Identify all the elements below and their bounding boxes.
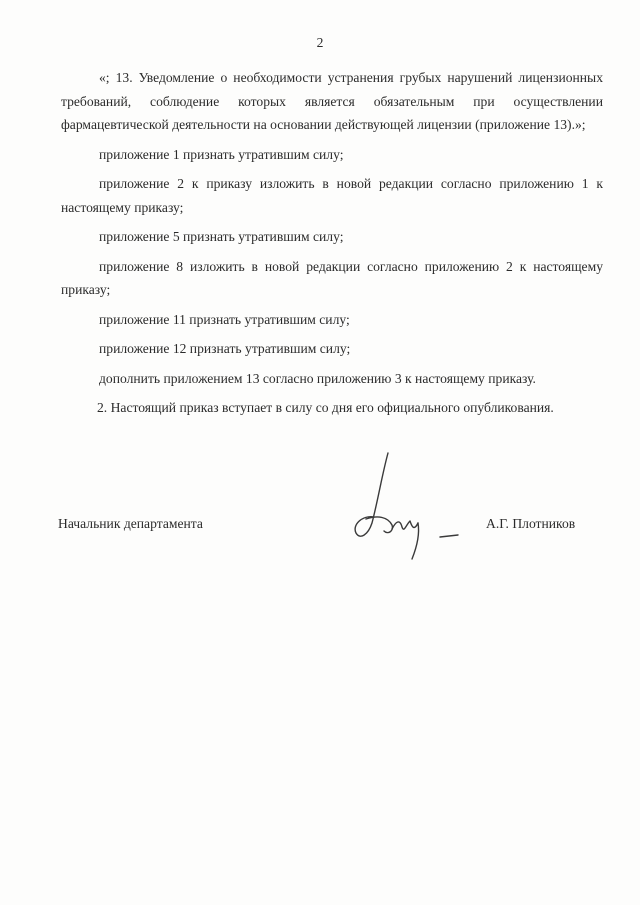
paragraph-annex-2: приложение 2 к приказу изложить в новой редакции согласно приложению 1 к настоящему приказу; — [61, 176, 603, 215]
signatory-title: Начальник департамента — [58, 516, 203, 531]
handwritten-signature — [348, 445, 468, 565]
paragraph-annex-1: приложение 1 признать утратившим силу; — [99, 146, 344, 162]
paragraph-effective-date: 2. Настоящий приказ вступает в силу со дня его официального опубликования. — [97, 400, 554, 415]
signature-block — [58, 516, 598, 536]
paragraph-add-annex-13: дополнить приложением 13 согласно приложению 3 к настоящему приказу. — [99, 370, 536, 386]
paragraph-item-13: «; 13. Уведомление о необходимости устранения грубых нарушений лицензионных требований, соблюдение которых является обязательным при осуществлении фармацевтической деятельности на основании действующей лицензии (приложение 13).»; — [61, 70, 603, 132]
signatory-name: А.Г. Плотников — [486, 516, 576, 531]
document-body — [61, 66, 603, 420]
paragraph-annex-12: приложение 12 признать утратившим силу; — [99, 341, 351, 356]
paragraph-annex-11: приложение 11 признать утратившим силу; — [99, 311, 350, 327]
paragraph-annex-5: приложение 5 признать утратившим силу; — [99, 229, 344, 244]
paragraph-annex-8: приложение 8 изложить в новой редакции согласно приложению 2 к настоящему приказу; — [61, 258, 603, 297]
page-number: 2 — [316, 35, 324, 50]
